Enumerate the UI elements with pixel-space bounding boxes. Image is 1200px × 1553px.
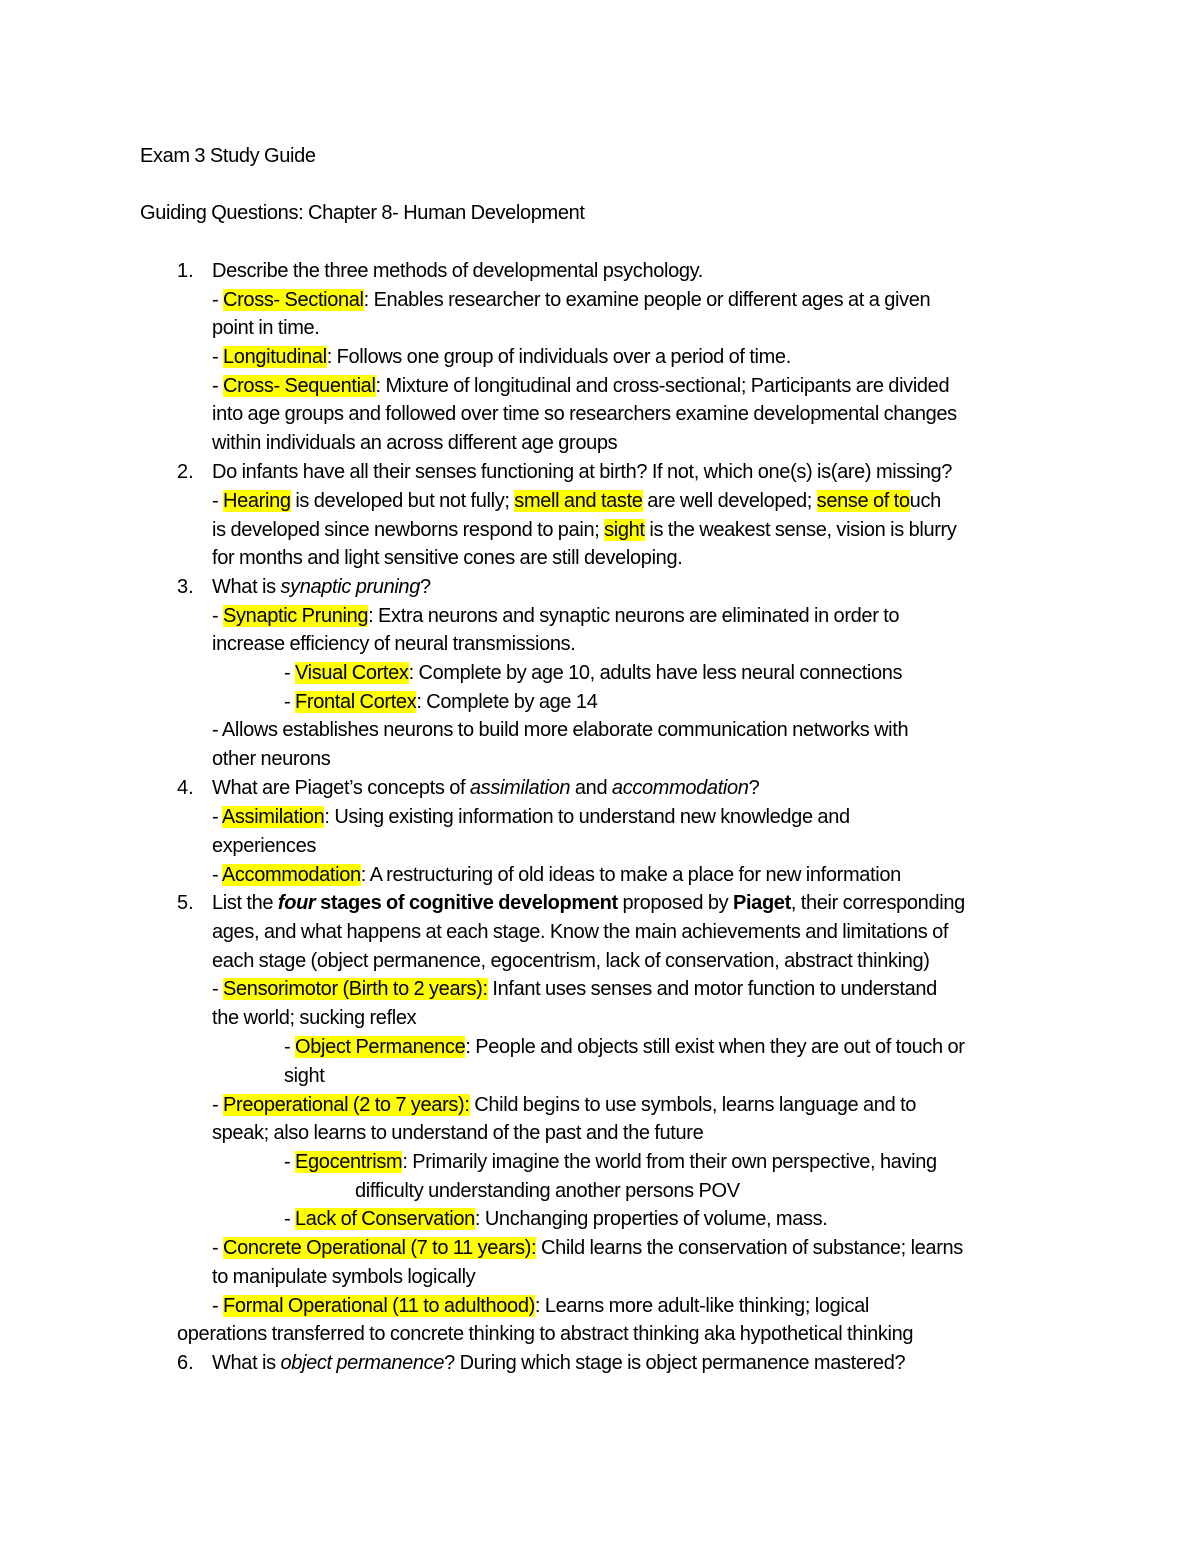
- highlighted-term: Sensorimotor (Birth to 2 years):: [223, 978, 488, 1000]
- question-line: ages, and what happens at each stage. Know the main achievements and limitations of: [212, 921, 949, 943]
- question-6: What is object permanence? During which stage is object permanence mastered?: [212, 1352, 906, 1374]
- highlighted-term: Hearing: [223, 490, 291, 512]
- answer-line: into age groups and followed over time so researchers examine developmental changes: [212, 403, 957, 425]
- answer-line: speak; also learns to understand of the past and the future: [212, 1122, 704, 1144]
- highlighted-term: Cross- Sectional: [223, 289, 364, 311]
- highlighted-term: Cross- Sequential: [223, 375, 376, 397]
- highlighted-term: Frontal Cortex: [295, 691, 417, 713]
- answer-line: - Concrete Operational (7 to 11 years): Child learns the conservation of substance; learns: [212, 1237, 963, 1259]
- question-1: Describe the three methods of developmental psychology.: [212, 260, 704, 282]
- list-number: 2.: [177, 461, 194, 483]
- question-2: Do infants have all their senses functioning at birth? If not, which one(s) is(are) missing?: [212, 461, 953, 483]
- answer-line: - Assimilation: Using existing information to understand new knowledge and: [212, 806, 850, 828]
- answer-line: other neurons: [212, 748, 331, 770]
- answer-line: increase efficiency of neural transmissions.: [212, 633, 576, 655]
- question-3: What is synaptic pruning?: [212, 576, 431, 598]
- answer-line: - Preoperational (2 to 7 years): Child begins to use symbols, learns language and to: [212, 1094, 917, 1116]
- highlighted-term: Lack of Conservation: [295, 1208, 475, 1230]
- question-5: List the four stages of cognitive development proposed by Piaget, their corresponding: [212, 892, 965, 914]
- answer-line: - Allows establishes neurons to build more elaborate communication networks with: [212, 719, 909, 741]
- answer-line: operations transferred to concrete thinking to abstract thinking aka hypothetical thinking: [177, 1323, 914, 1345]
- highlighted-term: sense of to: [816, 490, 910, 512]
- answer-subline: - Visual Cortex: Complete by age 10, adults have less neural connections: [284, 662, 903, 684]
- answer-line: - Formal Operational (11 to adulthood): Learns more adult-like thinking; logical: [212, 1295, 869, 1317]
- answer-line: the world; sucking reflex: [212, 1007, 417, 1029]
- highlighted-term: Egocentrism: [295, 1151, 403, 1173]
- list-number: 3.: [177, 576, 194, 598]
- answer-line: - Cross- Sequential: Mixture of longitudinal and cross-sectional; Participants are divided: [212, 375, 950, 397]
- answer-line: - Sensorimotor (Birth to 2 years): Infant uses senses and motor function to understand: [212, 978, 937, 1000]
- answer-subline: - Object Permanence: People and objects still exist when they are out of touch or: [284, 1036, 965, 1058]
- list-number: 4.: [177, 777, 194, 799]
- list-number: 6.: [177, 1352, 194, 1374]
- document-subtitle: Guiding Questions: Chapter 8- Human Development: [140, 202, 585, 224]
- answer-line: for months and light sensitive cones are still developing.: [212, 547, 683, 569]
- highlighted-term: Preoperational (2 to 7 years):: [223, 1094, 470, 1116]
- list-number: 5.: [177, 892, 194, 914]
- answer-line: experiences: [212, 835, 316, 857]
- highlighted-term: Accommodation: [221, 864, 361, 886]
- highlighted-term: Formal Operational (11 to adulthood): [223, 1295, 535, 1317]
- question-4: What are Piaget’s concepts of assimilation and accommodation?: [212, 777, 760, 799]
- highlighted-term: Object Permanence: [295, 1036, 466, 1058]
- answer-subline: difficulty understanding another persons POV: [355, 1180, 740, 1202]
- answer-line: - Hearing is developed but not fully; smell and taste are well developed; sense of touch: [212, 490, 941, 512]
- question-line: each stage (object permanence, egocentrism, lack of conservation, abstract thinking): [212, 950, 930, 972]
- answer-line: point in time.: [212, 317, 320, 339]
- highlighted-term: smell and taste: [514, 490, 643, 512]
- list-number: 1.: [177, 260, 194, 282]
- answer-line: to manipulate symbols logically: [212, 1266, 476, 1288]
- highlighted-term: Concrete Operational (7 to 11 years):: [223, 1237, 537, 1259]
- highlighted-term: sight: [604, 519, 645, 541]
- answer-line: - Accommodation: A restructuring of old ideas to make a place for new information: [212, 864, 901, 886]
- highlighted-term: Assimilation: [221, 806, 325, 828]
- document-title: Exam 3 Study Guide: [140, 145, 316, 167]
- answer-line: - Longitudinal: Follows one group of individuals over a period of time.: [212, 346, 791, 368]
- answer-subline: - Frontal Cortex: Complete by age 14: [284, 691, 598, 713]
- highlighted-term: Synaptic Pruning: [223, 605, 369, 627]
- answer-subline: - Egocentrism: Primarily imagine the world from their own perspective, having: [284, 1151, 937, 1173]
- answer-line: - Synaptic Pruning: Extra neurons and synaptic neurons are eliminated in order to: [212, 605, 900, 627]
- answer-line: - Cross- Sectional: Enables researcher to examine people or different ages at a given: [212, 289, 931, 311]
- answer-line: within individuals an across different age groups: [212, 432, 618, 454]
- answer-line: is developed since newborns respond to pain; sight is the weakest sense, vision is blurry: [212, 519, 957, 541]
- highlighted-term: Visual Cortex: [295, 662, 409, 684]
- answer-subline: sight: [284, 1065, 325, 1087]
- highlighted-term: Longitudinal: [223, 346, 327, 368]
- answer-subline: - Lack of Conservation: Unchanging properties of volume, mass.: [284, 1208, 828, 1230]
